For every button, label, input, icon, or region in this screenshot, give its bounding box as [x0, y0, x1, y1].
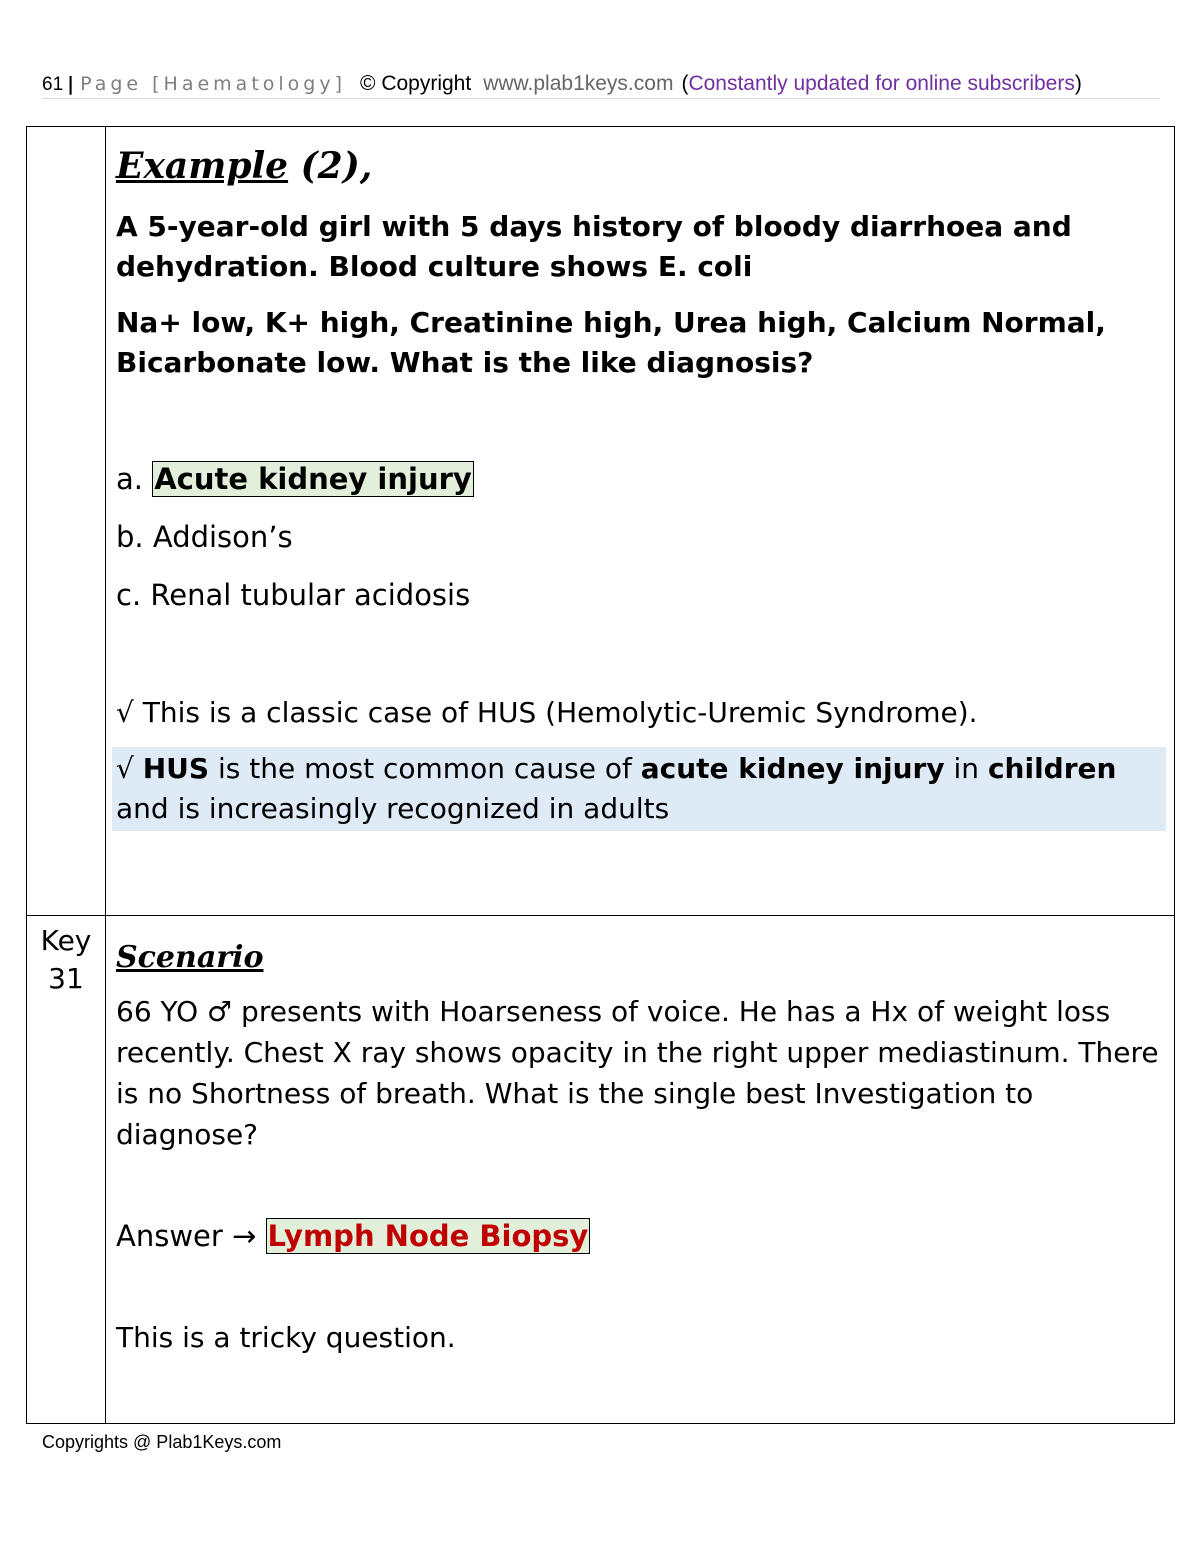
- page-label: Page [Haematology]: [80, 73, 347, 95]
- header-separator: |: [67, 73, 75, 95]
- answer-line: [116, 1215, 1166, 1257]
- example-row: [27, 127, 1175, 916]
- open-paren: (: [681, 72, 689, 95]
- scenario-text: 66 YO ♂ presents with Hoarseness of voice. He has a Hx of weight loss recently. Chest X ray shows opacity in the right upper mediastinum. There is no Shortness of breath. What is the single best Investigation to diagnose?: [116, 995, 1159, 1151]
- scenario-cell: [106, 916, 1175, 1424]
- copyright-label: © Copyright: [360, 72, 472, 95]
- example-title: [116, 145, 1166, 187]
- expl-bold-aki: acute kidney injury: [640, 752, 945, 785]
- scenario-title: Scenario: [116, 940, 264, 975]
- key-label: Key: [40, 924, 92, 957]
- explanation-1: √ This is a classic case of HUS (Hemolytic-Uremic Syndrome).: [116, 696, 978, 729]
- example-title-number: (2),: [288, 145, 373, 187]
- option-c: [116, 575, 1166, 615]
- page-number: 61: [42, 74, 64, 95]
- key-cell: [27, 916, 106, 1424]
- option-c-text: Renal tubular acidosis: [150, 578, 471, 612]
- answer-highlighted: Lymph Node Biopsy: [267, 1219, 589, 1253]
- expl-text: and is increasingly recognized in adults: [116, 792, 670, 825]
- option-b: [116, 517, 1166, 557]
- website-link[interactable]: www.plab1keys.com: [483, 72, 674, 95]
- option-a-letter: a.: [116, 462, 153, 496]
- question-text-2: Na+ low, K+ high, Creatinine high, Urea high, Calcium Normal, Bicarbonate low. What is the like diagnosis?: [116, 306, 1106, 379]
- expl-text: √: [116, 752, 143, 785]
- answer-label: Answer →: [116, 1219, 266, 1253]
- page-footer: Copyrights @ Plab1Keys.com: [42, 1432, 282, 1452]
- key-number: 31: [48, 962, 84, 995]
- empty-key-cell: [27, 127, 106, 916]
- update-note: Constantly updated for online subscribers: [688, 72, 1075, 95]
- option-a-text-highlighted: Acute kidney injury: [154, 462, 472, 496]
- key-row: [27, 916, 1175, 1424]
- option-a: [116, 459, 1166, 499]
- content-table: [26, 126, 1175, 1424]
- example-cell: [106, 127, 1175, 916]
- page-header: [42, 70, 1160, 99]
- example-title-word: Example: [116, 145, 289, 187]
- expl-bold-hus: HUS: [142, 752, 210, 785]
- note-text: This is a tricky question.: [116, 1321, 456, 1354]
- expl-text: in: [944, 752, 988, 785]
- expl-text: is the most common cause of: [209, 752, 641, 785]
- expl-bold-children: children: [987, 752, 1117, 785]
- option-b-text: Addison’s: [152, 520, 293, 554]
- question-text-1: A 5-year-old girl with 5 days history of bloody diarrhoea and dehydration. Blood culture shows E. coli: [116, 210, 1072, 283]
- option-c-letter: c.: [116, 578, 151, 612]
- close-paren: ): [1074, 72, 1082, 95]
- option-b-letter: b.: [116, 520, 153, 554]
- explanation-2-highlight: [112, 747, 1166, 831]
